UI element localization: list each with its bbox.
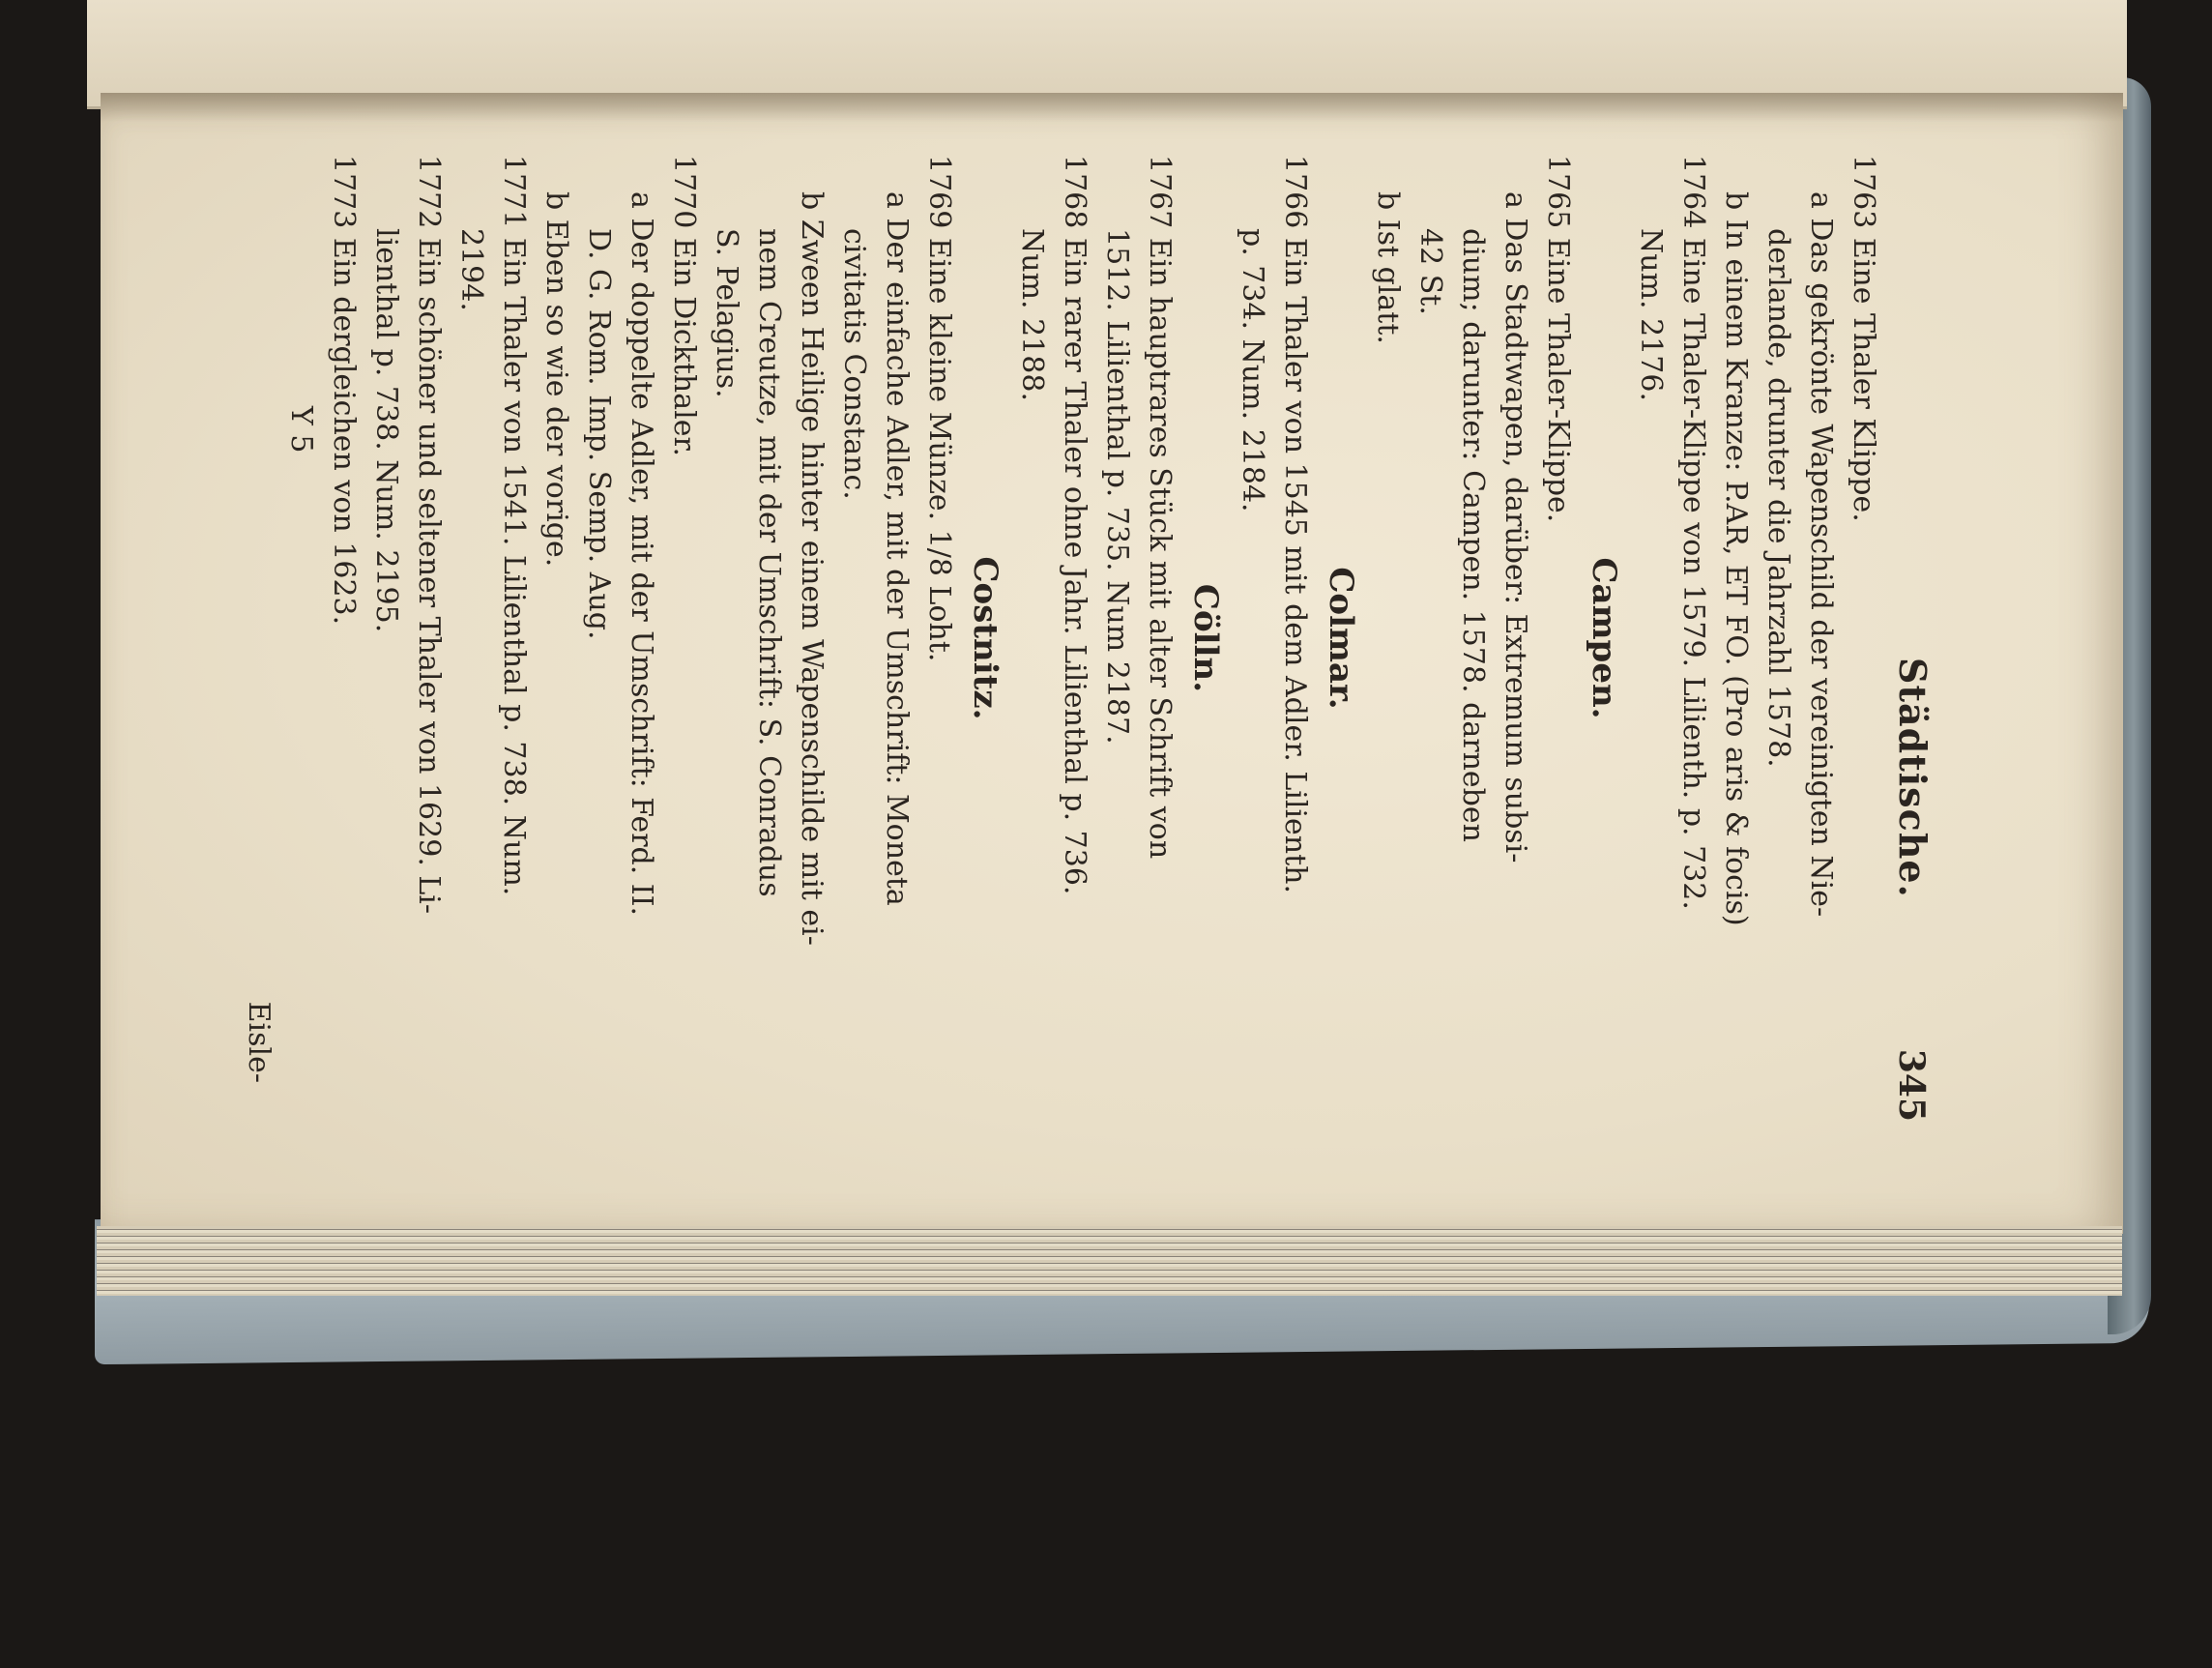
signature-mark: Y 5: [284, 406, 318, 454]
section-heading: Colmar.: [1322, 567, 1360, 710]
text-line: civitatis Constanc.: [837, 228, 871, 500]
text-line: 1768 Ein rarer Thaler ohne Jahr. Lilienthal p. 736.: [1058, 155, 1091, 895]
text-line: 1766 Ein Thaler von 1545 mit dem Adler. Lilienth.: [1278, 155, 1312, 894]
text-line: a Das Stadtwapen, darüber: Extremum subsi-: [1499, 191, 1532, 863]
text-line: b In einem Kranze: P.AR, ET FO. (Pro aris & focis): [1719, 191, 1753, 926]
text-line: 1765 Eine Thaler-Klippe.: [1541, 155, 1575, 523]
text-line: 1773 Ein dergleichen von 1623.: [327, 155, 361, 626]
text-line: a Das gekrönte Wapenschild der vereinigten Nie-: [1804, 191, 1838, 918]
running-title: Städtische.: [1891, 658, 1935, 898]
text-line: lienthal p. 738. Num. 2195.: [369, 228, 403, 633]
page-gutter: [101, 93, 2123, 122]
text-line: a Der einfache Adler, mit der Umschrift: Moneta: [880, 191, 914, 906]
text-line: 1771 Ein Thaler von 1541. Lilienthal p. 738. Num.: [497, 155, 531, 896]
text-line: 1770 Ein Dickthaler.: [667, 155, 701, 457]
text-line: a Der doppelte Adler, mit der Umschrift: Ferd. II.: [625, 191, 658, 917]
text-line: 1769 Eine kleine Münze. 1/8 Loht.: [922, 155, 956, 662]
page-number: 345: [1891, 1048, 1932, 1122]
running-header: [1890, 155, 1934, 1122]
text-line: 2194.: [454, 228, 488, 311]
section-heading: Cölln.: [1186, 583, 1225, 693]
text-line: p. 734. Num. 2184.: [1236, 228, 1269, 512]
page-edges: [97, 1226, 2122, 1296]
text-line: 1763 Eine Thaler Klippe.: [1847, 155, 1880, 522]
text-line: 1764 Eine Thaler-Klippe von 1579. Lilienth. p. 732.: [1676, 155, 1710, 910]
text-line: 1512. Lilienthal p. 735. Num 2187.: [1100, 228, 1134, 745]
text-line: b Ist glatt.: [1371, 191, 1405, 344]
text-line: dium; darunter: Campen. 1578. darneben: [1456, 228, 1490, 842]
text-line: 1772 Ein schöner und seltener Thaler von 1629. Li-: [412, 155, 446, 915]
text-line: derlande, drunter die Jahrzahl 1578.: [1761, 228, 1795, 768]
text-line: b Zween Heilige hinter einem Wapenschilde mit ei-: [795, 191, 829, 946]
section-heading: Costnitz.: [966, 556, 1004, 720]
section-heading: Campen.: [1585, 557, 1623, 719]
page-text: [116, 155, 1934, 1122]
text-line: S. Pelagius.: [710, 228, 743, 398]
text-line: D. G. Rom. Imp. Semp. Aug.: [582, 228, 616, 640]
text-line: Num. 2176.: [1634, 228, 1668, 401]
text-line: 1767 Ein hauptrares Stück mit alter Schrift von: [1143, 155, 1177, 860]
text-line: b Eben so wie der vorige.: [539, 191, 573, 568]
text-line: 42 St.: [1413, 228, 1447, 315]
text-lines: [322, 155, 1884, 1122]
text-line: Num. 2188.: [1015, 228, 1049, 401]
text-line: nem Creutze, mit der Umschrift: S. Conradus: [752, 228, 786, 897]
catchword: Eisle-: [242, 1001, 276, 1083]
